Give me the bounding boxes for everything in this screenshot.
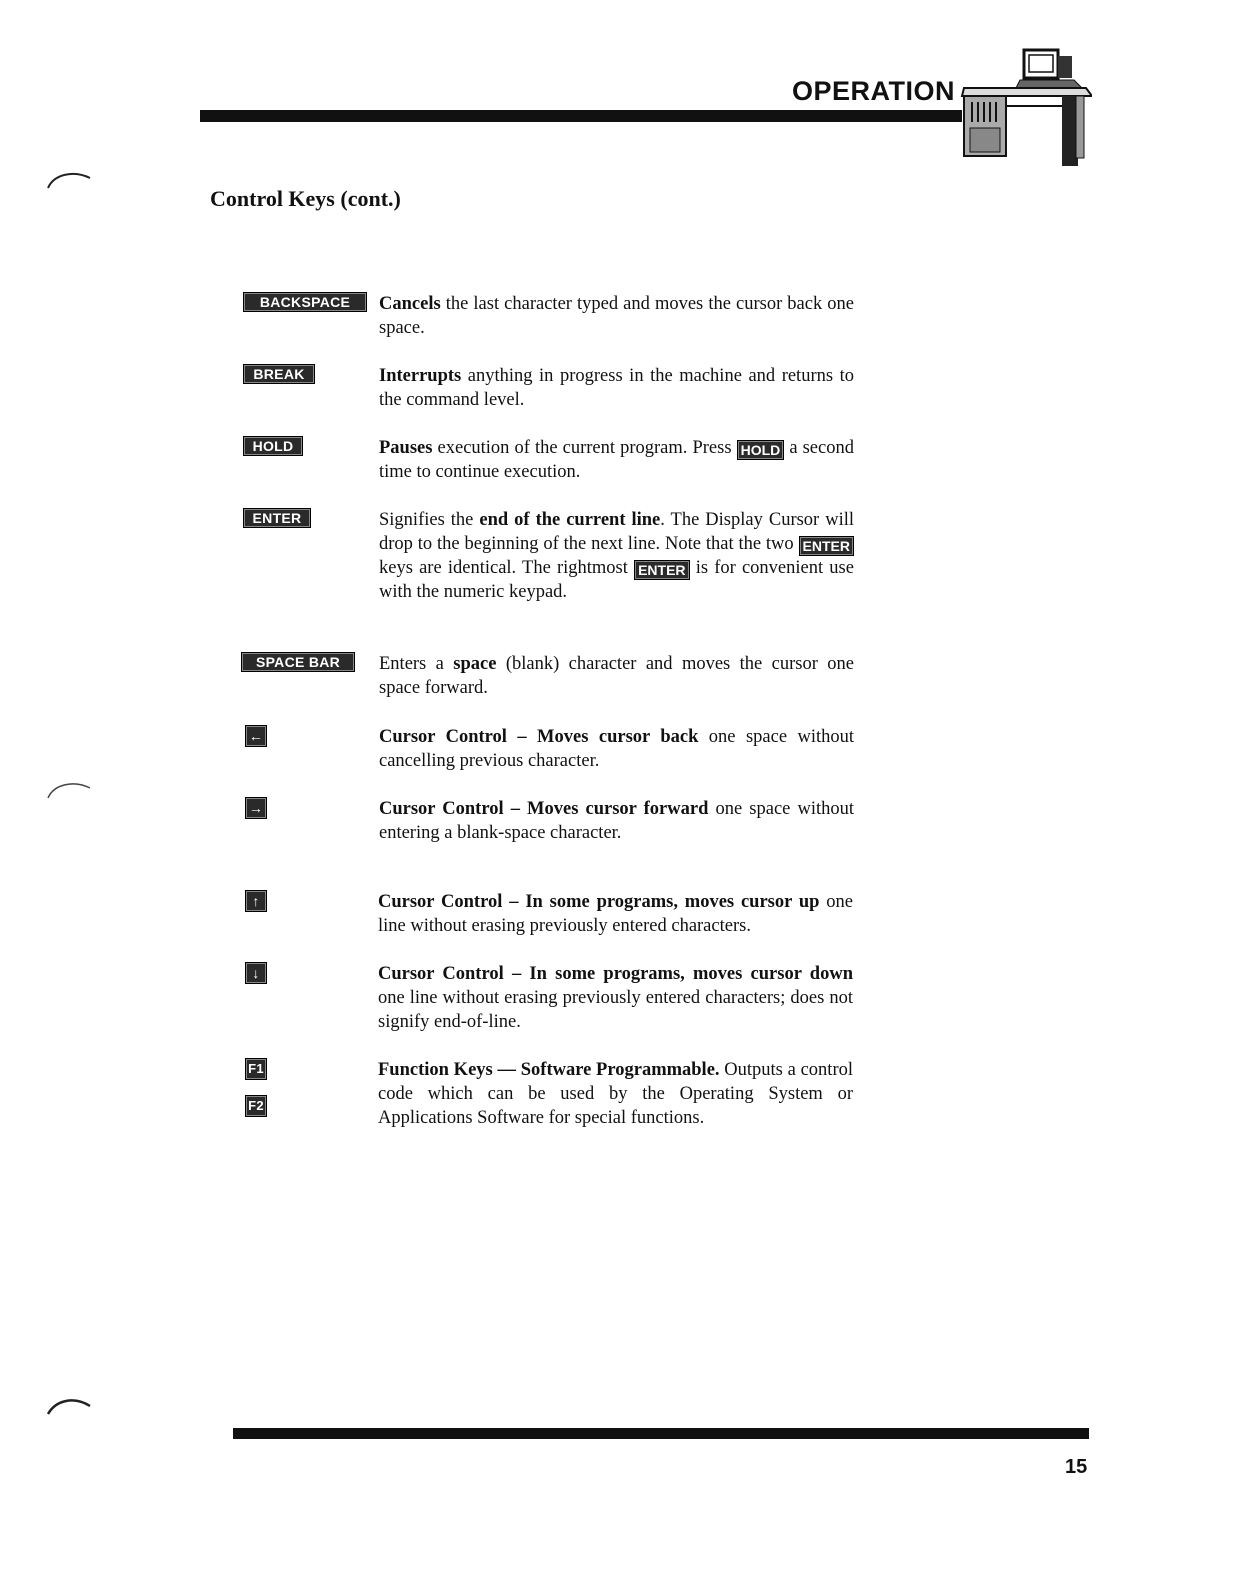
f1-key-icon: F1	[245, 1058, 267, 1080]
header-rule	[200, 110, 962, 122]
function-keys-description: Function Keys — Software Programmable. Outputs a control code which can be used by the Operating System or Applications Software for special functions.	[378, 1060, 853, 1128]
left-arrow-key-icon: ←	[245, 725, 267, 747]
enter-inline-key-icon: ENTER	[799, 536, 854, 556]
down-arrow-description: Cursor Control – In some programs, moves cursor down one line without erasing previously entered characters; does not signify end-of-line.	[378, 964, 853, 1032]
space-bar-key-icon: SPACE BAR	[241, 652, 355, 672]
up-arrow-description: Cursor Control – In some programs, moves cursor up one line without erasing previously entered characters.	[378, 892, 853, 936]
page-number: 15	[1065, 1456, 1088, 1478]
left-arrow-description: Cursor Control – Moves cursor back one space without cancelling previous character.	[379, 727, 854, 771]
binder-mark-icon	[44, 168, 94, 192]
right-arrow-description: Cursor Control – Moves cursor forward one space without entering a blank-space character.	[379, 799, 855, 843]
chapter-title: OPERATION	[792, 76, 956, 106]
enter-key-icon: ENTER	[243, 508, 311, 528]
binder-mark-icon-2	[44, 778, 94, 802]
footer-rule	[233, 1428, 1089, 1439]
computer-desk-icon	[958, 46, 1092, 170]
up-arrow-key-icon: ↑	[245, 890, 267, 912]
hold-key-icon: HOLD	[243, 436, 303, 456]
enter-description: Signifies the end of the current line. The Display Cursor will drop to the beginning of the next line. Note that the two ENTER keys are identical. The rightmost ENTER is for convenient use with the numeric keypad.	[379, 510, 854, 602]
space-bar-description: Enters a space (blank) character and moves the cursor one space forward.	[379, 654, 854, 698]
backspace-description: Cancels the last character typed and moves the cursor back one space.	[379, 294, 854, 338]
backspace-key-icon: BACKSPACE	[243, 292, 367, 312]
break-key-icon: BREAK	[243, 364, 315, 384]
hold-inline-key-icon: HOLD	[737, 440, 785, 460]
break-description: Interrupts anything in progress in the machine and returns to the command level.	[379, 366, 854, 410]
hold-description: Pauses execution of the current program. Press HOLD a second time to continue execution.	[379, 438, 854, 482]
section-title: Control Keys (cont.)	[210, 186, 401, 211]
right-arrow-key-icon: →	[245, 797, 267, 819]
binder-mark-icon-3	[44, 1394, 94, 1418]
enter-inline-key-icon-2: ENTER	[634, 560, 689, 580]
down-arrow-key-icon: ↓	[245, 962, 267, 984]
f2-key-icon: F2	[245, 1095, 267, 1117]
